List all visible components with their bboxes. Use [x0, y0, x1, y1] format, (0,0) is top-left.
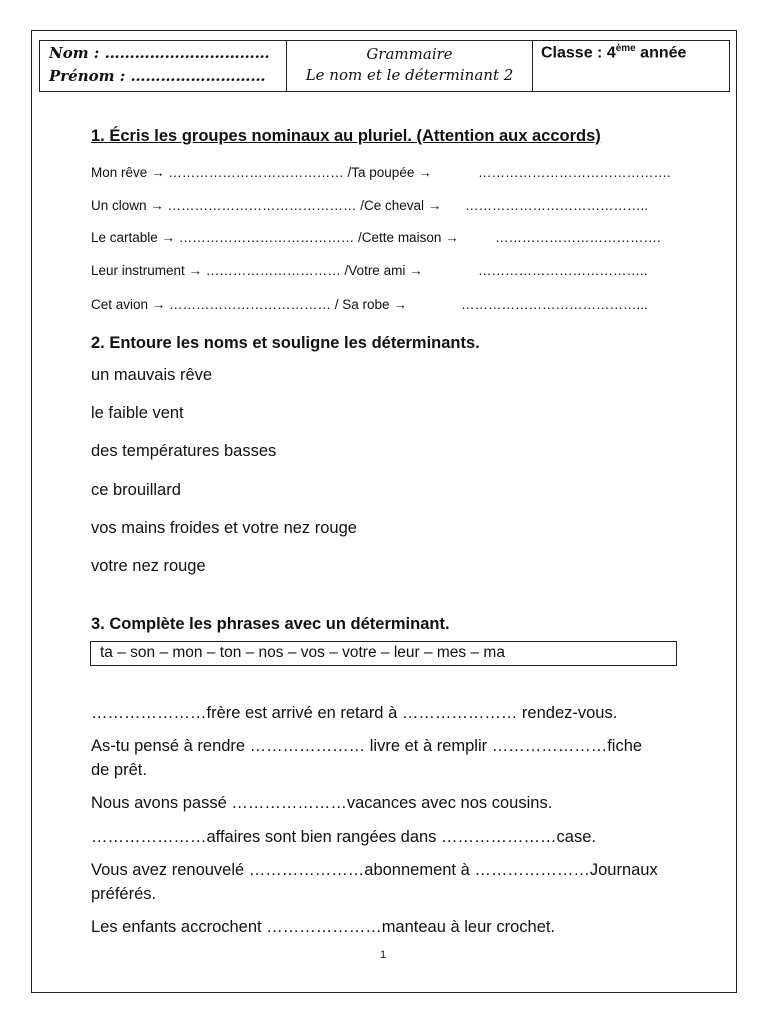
ex3-sentence-line: …………………affaires sont bien rangées dans …………………case.: [91, 828, 596, 846]
ex1-item-right: …………………………………...: [461, 297, 648, 312]
ex1-item-right: …………………………………..: [465, 198, 649, 213]
ex3-sentence-line: As-tu pensé à rendre ………………… livre et à remplir …………………fiche: [91, 737, 643, 755]
name-field: Nom : ……………………………: [49, 44, 270, 62]
ex3-sentence: [91, 825, 596, 849]
ex1-item-right: …………………………………….: [478, 165, 671, 180]
class-label: Classe : 4: [541, 44, 616, 62]
ex3-sentence: [91, 701, 617, 725]
ex3-sentence-line: Nous avons passé …………………vacances avec nos cousins.: [91, 794, 553, 812]
ex2-item: ce brouillard: [91, 481, 181, 499]
student-info-cell: [40, 41, 286, 91]
exercise2-title: 2. Entoure les noms et souligne les déterminants.: [91, 334, 480, 352]
ex1-item-left: Le cartable → ………………………………… /Cette maison →: [91, 230, 459, 245]
class-cell: [532, 41, 729, 91]
word-bank-box: ta – son – mon – ton – nos – vos – votre – leur – mes – ma: [90, 641, 677, 666]
ex3-sentence-line: Vous avez renouvelé …………………abonnement à …………………Journaux: [91, 861, 658, 879]
ex1-item-left: Un clown → …………………………………… /Ce cheval →: [91, 198, 442, 213]
ex3-sentence-line: préférés.: [91, 885, 157, 903]
ex1-item-right: ……………………………….: [495, 230, 661, 245]
ex1-item-left: Cet avion → ……………………………… / Sa robe →: [91, 297, 407, 312]
header-table: [39, 40, 730, 92]
exercise1-title: 1. Écris les groupes nominaux au pluriel. (Attention aux accords): [91, 127, 601, 145]
ex1-item-left: Leur instrument → ………………………… /Votre ami →: [91, 263, 423, 278]
ex3-sentence: [91, 734, 642, 782]
ex3-sentence-line: Les enfants accrochent …………………manteau à leur crochet.: [91, 918, 556, 936]
ex3-sentence: [91, 791, 552, 815]
ex2-item: des températures basses: [91, 442, 277, 460]
exercise3-title: 3. Complète les phrases avec un déterminant.: [91, 615, 450, 633]
ex2-item: un mauvais rêve: [91, 366, 213, 384]
ex2-item: votre nez rouge: [91, 557, 206, 575]
page-number: 1: [380, 949, 387, 961]
ex1-item-left: Mon rêve → ………………………………… /Ta poupée →: [91, 165, 432, 180]
ex3-sentence: [91, 858, 658, 906]
title-cell: [286, 41, 532, 91]
lesson-title: Le nom et le déterminant 2: [305, 66, 514, 84]
ex3-sentence: [91, 915, 555, 939]
firstname-field: Prénom : ………………………: [49, 67, 266, 85]
class-superscript: ème: [615, 43, 636, 54]
ex3-sentence-line: de prêt.: [91, 761, 147, 779]
ex3-sentence-line: …………………frère est arrivé en retard à ………………… rendez-vous.: [91, 704, 618, 722]
subject-title: Grammaire: [366, 45, 453, 63]
class-suffix: année: [635, 44, 687, 62]
ex2-item: le faible vent: [91, 404, 184, 422]
ex1-item-right: ………………………………..: [478, 263, 648, 278]
ex2-item: vos mains froides et votre nez rouge: [91, 519, 357, 537]
